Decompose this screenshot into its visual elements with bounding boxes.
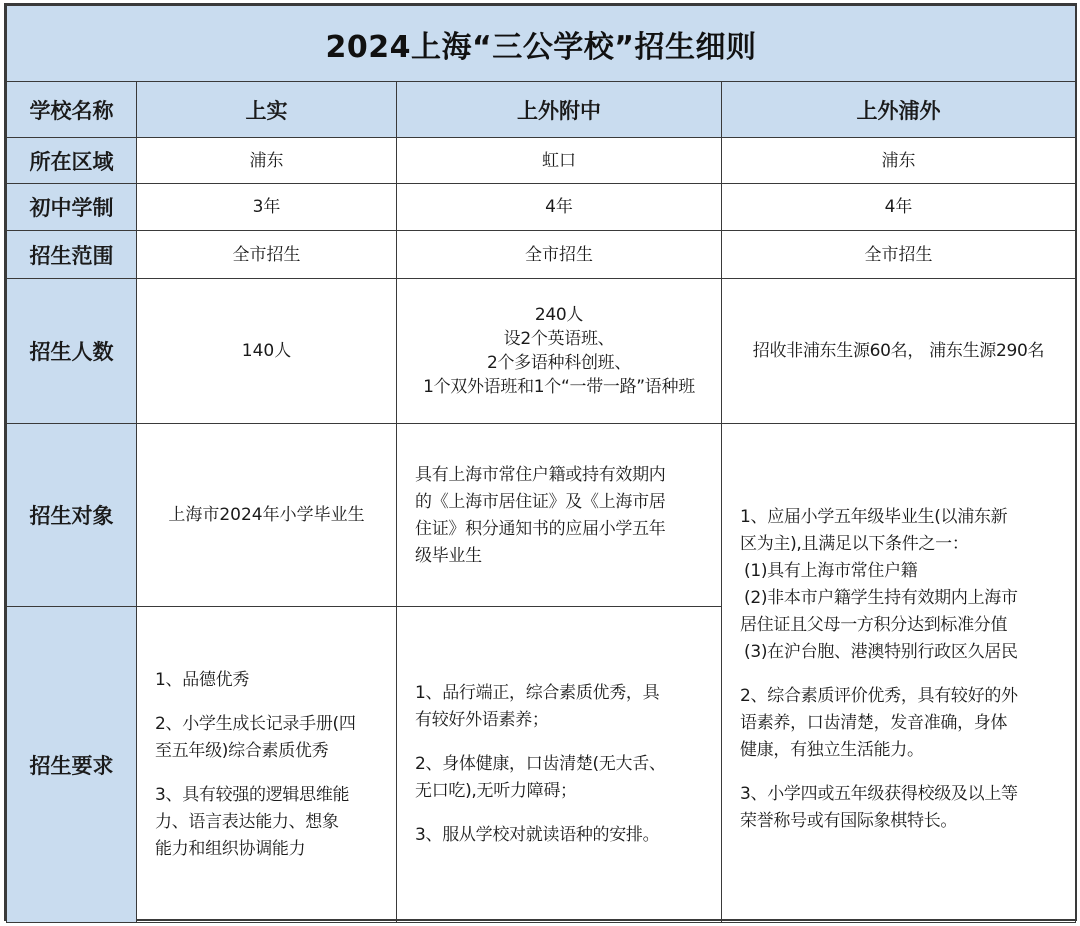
- pudong-target-and-requirements: [722, 424, 1076, 923]
- count-waifu-line: 240人: [534, 305, 584, 325]
- years-pudong: 4年: [722, 184, 1076, 231]
- years-shangshi: 3年: [137, 184, 397, 231]
- pudong-line: 2、综合素质评价优秀，具有较好的外: [740, 686, 1018, 706]
- pudong-line: 3、小学四或五年级获得校级及以上等: [740, 784, 1018, 804]
- req-line: 1、品行端正，综合素质优秀，具: [415, 683, 660, 703]
- district-shangshi: 浦东: [137, 138, 397, 184]
- pudong-line: 1、应届小学五年级毕业生(以浦东新: [740, 507, 1008, 527]
- pudong-line: 区为主),且满足以下条件之一：: [740, 534, 969, 554]
- req-shangshi-1: 1、品德优秀: [155, 669, 250, 690]
- row-label-count: 招生人数: [7, 279, 137, 424]
- district-pudong: 浦东: [722, 138, 1076, 184]
- req-line: 至五年级)综合素质优秀: [155, 740, 329, 761]
- scope-shangshi: 全市招生: [137, 231, 397, 279]
- target-shangshi: 上海市2024年小学毕业生: [137, 424, 397, 607]
- scope-waifu: 全市招生: [397, 231, 722, 279]
- req-shangshi-2: [155, 711, 384, 765]
- req-line: 3、具有较强的逻辑思维能: [155, 784, 350, 805]
- school-header-waifu: 上外附中: [397, 82, 722, 138]
- pudong-section-3: [740, 781, 1063, 835]
- pudong-section-2: [740, 683, 1063, 764]
- target-waifu-line: 的《上海市居住证》及《上海市居: [415, 492, 666, 512]
- req-line: 能力和组织协调能力: [155, 838, 306, 859]
- admissions-table-frame: [4, 3, 1077, 921]
- req-waifu-3: 3、服从学校对就读语种的安排。: [415, 825, 660, 845]
- req-waifu-2: [415, 751, 709, 805]
- target-waifu: [397, 424, 722, 607]
- pudong-condition-1: (1)具有上海市常住户籍: [744, 561, 918, 581]
- table-row: [7, 279, 1076, 424]
- row-label-target: 招生对象: [7, 424, 137, 607]
- pudong-line: 健康，有独立生活能力。: [740, 740, 924, 760]
- school-header-pudong-waiguoyu: 上外浦外: [722, 82, 1076, 138]
- table-row: [7, 231, 1076, 279]
- row-label-school-name: 学校名称: [7, 82, 137, 138]
- pudong-condition-3: (3)在沪台胞、港澳特别行政区久居民: [744, 642, 1018, 662]
- row-label-requirements: 招生要求: [7, 607, 137, 923]
- count-waifu-line: 设2个英语班、: [503, 329, 615, 349]
- admissions-table: [6, 5, 1076, 923]
- table-title: 2024上海“三公学校”招生细则: [7, 6, 1076, 82]
- count-waifu-line: 2个多语种科创班、: [486, 353, 632, 373]
- req-shangshi-3: [155, 782, 384, 863]
- requirements-shangshi: [137, 607, 397, 923]
- req-line: 有较好外语素养；: [415, 710, 549, 730]
- req-line: 无口吃),无听力障碍；: [415, 781, 577, 801]
- district-waifu: 虹口: [397, 138, 722, 184]
- req-line: 2、身体健康，口齿清楚(无大舌、: [415, 754, 666, 774]
- row-label-years: 初中学制: [7, 184, 137, 231]
- count-shangshi: 140人: [137, 279, 397, 424]
- school-header-shangshi: 上实: [137, 82, 397, 138]
- count-waifu-line: 1个双外语班和1个“一带一路”语种班: [423, 377, 695, 397]
- req-line: 2、小学生成长记录手册(四: [155, 713, 356, 734]
- row-label-district: 所在区域: [7, 138, 137, 184]
- count-pudong: 招收非浦东生源60名， 浦东生源290名: [722, 279, 1076, 424]
- table-row: [7, 138, 1076, 184]
- count-waifu: [397, 279, 722, 424]
- requirements-waifu: [397, 607, 722, 923]
- row-label-scope: 招生范围: [7, 231, 137, 279]
- pudong-section-1: [740, 504, 1063, 666]
- target-waifu-line: 级毕业生: [415, 546, 482, 566]
- req-line: 力、语言表达能力、想象: [155, 811, 339, 832]
- header-row: [7, 82, 1076, 138]
- target-waifu-line: 具有上海市常住户籍或持有效期内: [415, 465, 666, 485]
- pudong-line: 语素养，口齿清楚，发音准确，身体: [740, 713, 1008, 733]
- pudong-condition-2-cont: 居住证且父母一方积分达到标准分值: [740, 615, 1008, 635]
- table-row: [7, 184, 1076, 231]
- pudong-condition-2: (2)非本市户籍学生持有效期内上海市: [744, 588, 1018, 608]
- pudong-line: 荣誉称号或有国际象棋特长。: [740, 811, 958, 831]
- scope-pudong: 全市招生: [722, 231, 1076, 279]
- table-row: [7, 424, 1076, 607]
- target-waifu-line: 住证》积分通知书的应届小学五年: [415, 519, 666, 539]
- req-waifu-1: [415, 680, 709, 734]
- years-waifu: 4年: [397, 184, 722, 231]
